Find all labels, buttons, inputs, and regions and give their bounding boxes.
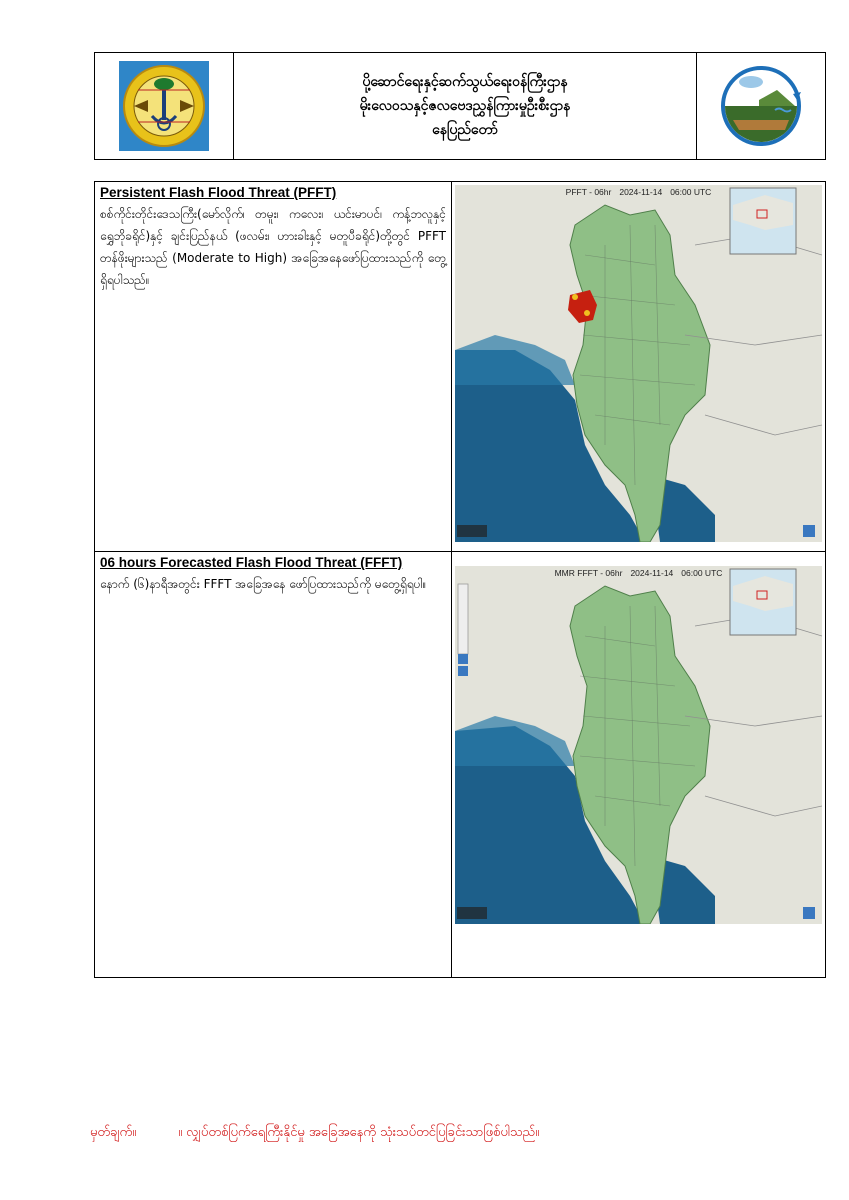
ffft-map — [455, 566, 822, 924]
ministry-name: ပို့ဆောင်ရေးနှင့်ဆက်သွယ်ရေးဝန်ကြီးဌာန — [362, 74, 568, 90]
location-name: နေပြည်တော် — [432, 122, 498, 138]
ministry-emblem-icon — [118, 60, 210, 152]
pfft-map-caption — [455, 187, 822, 197]
ffft-text-cell — [95, 552, 452, 977]
letterhead-title — [234, 53, 697, 159]
ffft-map-caption — [455, 568, 822, 578]
letterhead — [94, 52, 826, 160]
map-date-label: 2024-11-14 — [619, 187, 663, 197]
pfft-description: စစ်ကိုင်းတိုင်းဒေသကြီး(မော်လိုက်၊ တမူး၊ ကလေး၊ ယင်းမာပင်၊ ကန့်ဘလူနှင့် ရွှေဘိုခရိုင်)နှင့် ချင်းပြည်နယ် (ဖလမ်း၊ ဟားခါးနှင့် မတူပီခရိုင်)တို့တွင် PFFT တန်ဖိုးများသည် (Moderate to High) အခြေအနေဖော်ပြထားသည်ကို တွေ့ရှိရပါသည်။ — [100, 207, 446, 287]
map-product-label: MMR FFFT - 06hr — [554, 568, 623, 578]
footer-label: မှတ်ချက်။ — [90, 1125, 137, 1140]
ffft-map-cell — [452, 552, 825, 977]
footer-note — [90, 1124, 539, 1143]
pfft-map-graphic — [455, 185, 822, 542]
department-name: မိုးလေဝသနှင့်ဇလဗေဒညွှန်ကြားမှုဦးစီးဌာန — [359, 98, 571, 114]
map-time-label: 06:00 UTC — [670, 187, 712, 197]
ffft-row — [95, 552, 825, 977]
ffft-title: 06 hours Forecasted Flash Flood Threat (FFFT) — [100, 555, 403, 570]
pfft-map — [455, 185, 822, 542]
dmh-logo-cell — [697, 53, 825, 159]
ministry-logo-cell — [95, 53, 234, 159]
pfft-title: Persistent Flash Flood Threat (PFFT) — [100, 185, 337, 200]
map-product-label: PFFT - 06hr — [565, 187, 612, 197]
footer-text: ။ လျှပ်တစ်ပြက်ရေကြီးနိုင်မှု အခြေအနေကို သုံးသပ်တင်ပြခြင်းသာဖြစ်ပါသည်။ — [178, 1125, 540, 1140]
pfft-text-cell — [95, 182, 452, 551]
map-date-label: 2024-11-14 — [630, 568, 674, 578]
pfft-row — [95, 182, 825, 552]
pfft-map-cell — [452, 182, 825, 551]
map-time-label: 06:00 UTC — [681, 568, 723, 578]
ffft-description: နောက် (၆)နာရီအတွင်း FFFT အခြေအနေ ဖော်ပြထားသည်ကို မတွေ့ရှိရပါ။ — [100, 577, 427, 591]
report-table — [94, 181, 826, 978]
hydro-cycle-logo-icon — [715, 60, 807, 152]
ffft-map-graphic — [455, 566, 822, 924]
